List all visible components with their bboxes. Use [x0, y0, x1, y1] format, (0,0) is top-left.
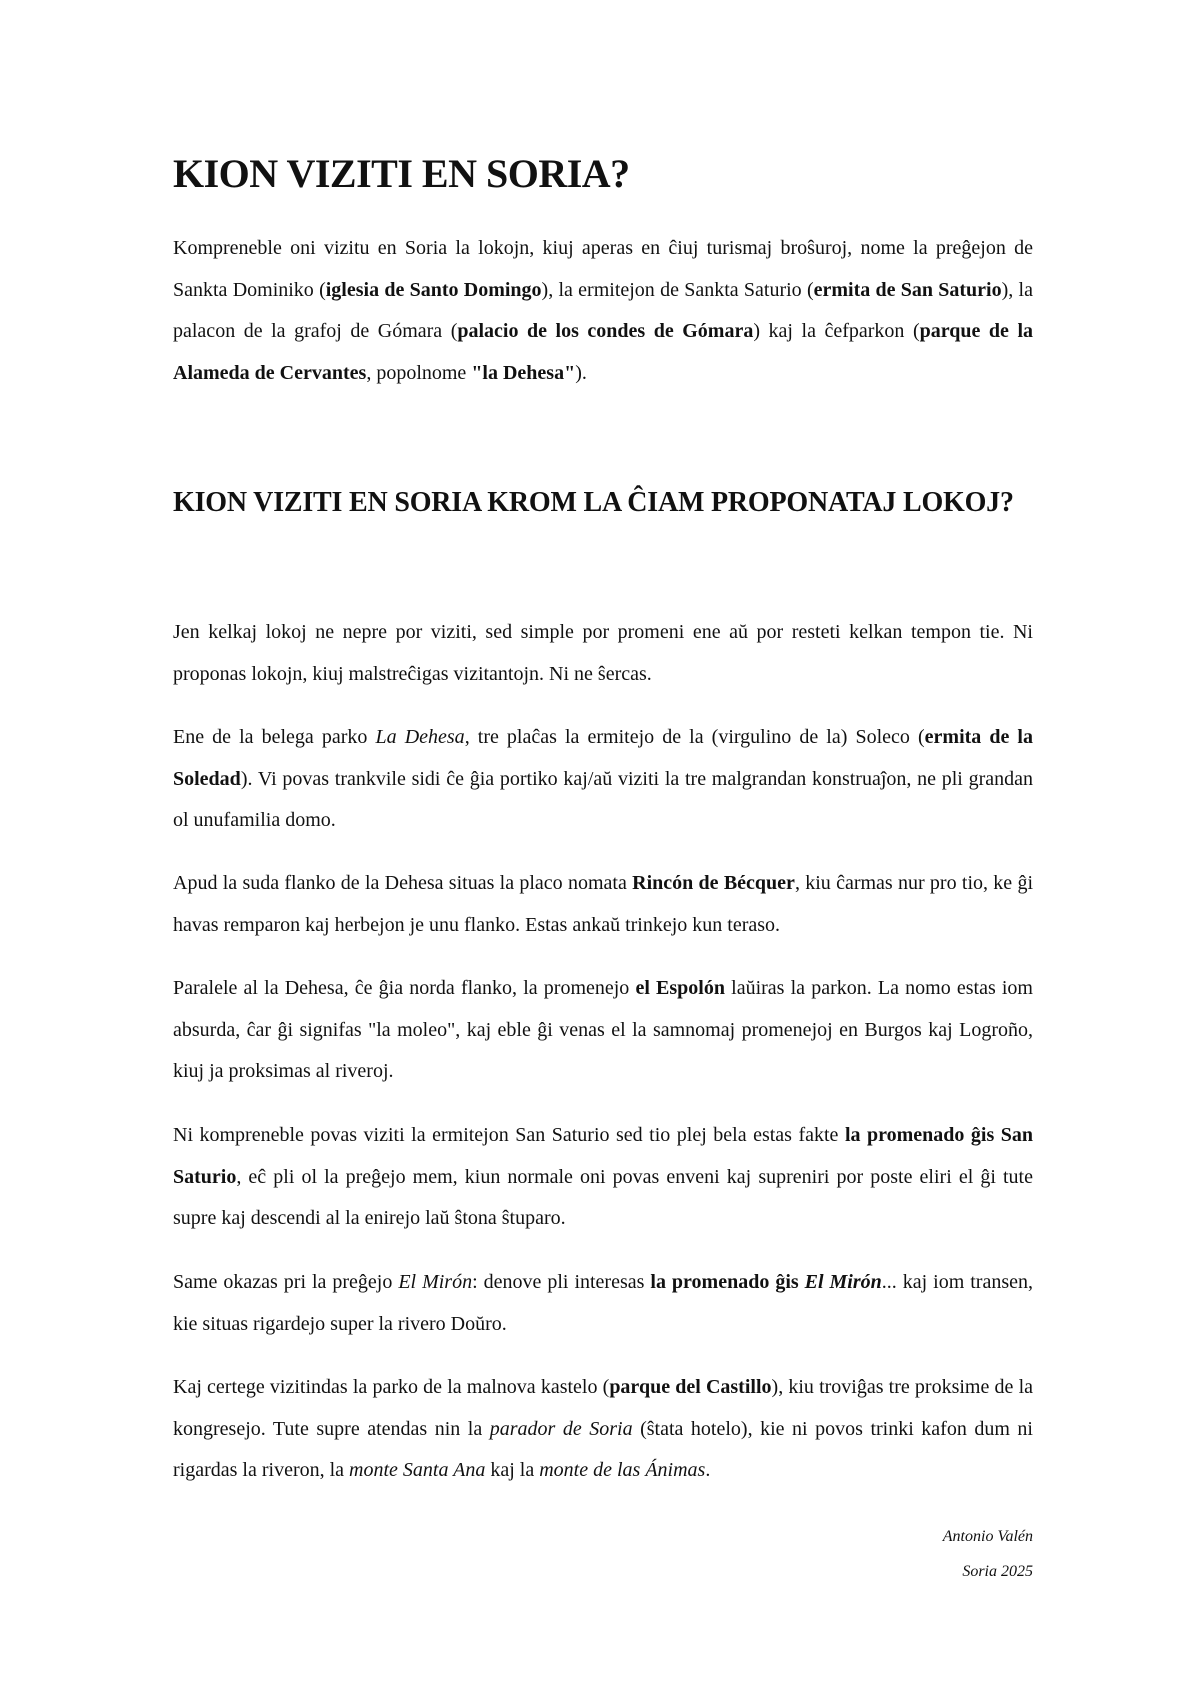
p5-bold-promenado: la promenado ĝis San Saturio: [173, 1124, 1033, 1188]
p7-italic-parador: parador de Soria: [489, 1417, 633, 1440]
p6-text-3: ... kaj iom transen, kie situas rigardejo super la rivero Doŭro.: [173, 1271, 1033, 1335]
p4-text-2: laŭiras la parkon. La nomo estas iom absurda, ĉar ĝi signifas "la moleo", kaj eble ĝi venas el la samnomaj promenejoj en Burgos kaj Logroño, kiuj ja proksimas al riveroj.: [173, 977, 1033, 1082]
p6-bold-italic-miron: El Mirón: [804, 1271, 882, 1293]
p6-bold-promenado: la promenado ĝis: [650, 1271, 805, 1293]
intro-text-5: , popolnome: [366, 361, 472, 384]
page-title: KION VIZITI EN SORIA?: [173, 151, 630, 196]
paragraph-7: [173, 1367, 1033, 1492]
signature-place-date: Soria 2025: [962, 1563, 1033, 1580]
p3-bold-rincon: Rincón de Bécquer: [632, 872, 795, 894]
p6-text-1: Same okazas pri la preĝejo: [173, 1271, 399, 1293]
p4-text-1: Paralele al la Dehesa, ĉe ĝia norda flanko, la promenejo: [173, 977, 636, 999]
intro-bold-iglesia: iglesia de Santo Domingo: [325, 278, 542, 301]
p7-text-3: (ŝtata hotelo), kie ni povos trinki kafon dum ni rigardas la riveron, la: [173, 1417, 1033, 1481]
paragraph-3: [173, 863, 1033, 946]
p7-text-1: Kaj certege vizitindas la parko de la malnova kastelo (: [173, 1376, 610, 1398]
p7-italic-animas: monte de las Ánimas: [539, 1459, 706, 1481]
intro-bold-ermita: ermita de San Saturio: [813, 278, 1002, 301]
p2-bold-soledad: ermita de la Soledad: [173, 726, 1033, 790]
p3-text-2: , kiu ĉarmas nur pro tio, ke ĝi havas remparon kaj herbejon je unu flanko. Estas ankaŭ trinkejo kun teraso.: [173, 872, 1034, 936]
p2-italic-dehesa: La Dehesa: [375, 726, 465, 748]
p7-text-2: ), kiu troviĝas tre proksime de la kongresejo. Tute supre atendas nin la: [173, 1376, 1034, 1440]
p3-text-1: Apud la suda flanko de la Dehesa situas la placo nomata: [173, 872, 633, 894]
intro-text-6: ).: [575, 361, 587, 384]
p6-text-2: : denove pli interesas: [472, 1271, 651, 1293]
p4-bold-espolon: el Espolón: [635, 977, 725, 999]
intro-paragraph: [173, 228, 1033, 394]
paragraph-5: [173, 1115, 1033, 1240]
intro-bold-palacio: palacio de los condes de Gómara: [457, 320, 754, 342]
p7-text-4: kaj la: [485, 1459, 540, 1481]
p1-text: Jen kelkaj lokoj ne nepre por viziti, sed simple por promeni ene aŭ por resteti kelkan tempon tie. Ni proponas lokojn, kiuj malstreĉigas vizitantojn. Ni ne ŝercas.: [173, 621, 1033, 685]
p2-text-1: Ene de la belega parko: [173, 726, 376, 748]
intro-text-2: ), la ermitejon de Sankta Saturio (: [541, 278, 814, 301]
intro-bold-dehesa: "la Dehesa": [471, 361, 576, 384]
intro-text-1: Kompreneble oni vizitu en Soria la lokojn, kiuj aperas en ĉiuj turismaj broŝuroj, nome la preĝejon de Sankta Dominiko (: [173, 237, 1033, 301]
p7-text-5: .: [705, 1459, 711, 1481]
p6-italic-miron: El Mirón: [398, 1271, 473, 1293]
signature-author: Antonio Valén: [942, 1528, 1033, 1545]
p5-text-1: Ni kompreneble povas viziti la ermitejon San Saturio sed tio plej bela estas fakte: [173, 1124, 845, 1146]
intro-text-4: ) kaj la ĉefparkon (: [753, 320, 920, 342]
p5-text-2: , eĉ pli ol la preĝejo mem, kiun normale oni povas enveni kaj supreniri por poste eliri el ĝi tute supre kaj descendi al la enirejo laŭ ŝtona ŝtuparo.: [173, 1165, 1033, 1229]
p2-text-2: , tre plaĉas la ermitejo de la (virgulino de la) Soleco (: [464, 726, 925, 748]
p7-italic-santa-ana: monte Santa Ana: [349, 1459, 486, 1481]
p7-bold-castillo: parque del Castillo: [609, 1376, 772, 1398]
paragraph-2: [173, 717, 1033, 842]
section-subtitle: KION VIZITI EN SORIA KROM LA ĈIAM PROPONATAJ LOKOJ?: [173, 487, 1014, 518]
paragraph-6: [173, 1262, 1033, 1345]
intro-bold-parque: parque de la Alameda de Cervantes: [173, 320, 1034, 384]
p2-text-3: ). Vi povas trankvile sidi ĉe ĝia portiko kaj/aŭ viziti la tre malgrandan konstruaĵon, ne pli grandan ol unufamilia domo.: [173, 767, 1033, 831]
intro-text-3: ), la palacon de la grafoj de Gómara (: [173, 278, 1033, 342]
paragraph-4: [173, 968, 1033, 1093]
paragraph-1: [173, 612, 1033, 695]
